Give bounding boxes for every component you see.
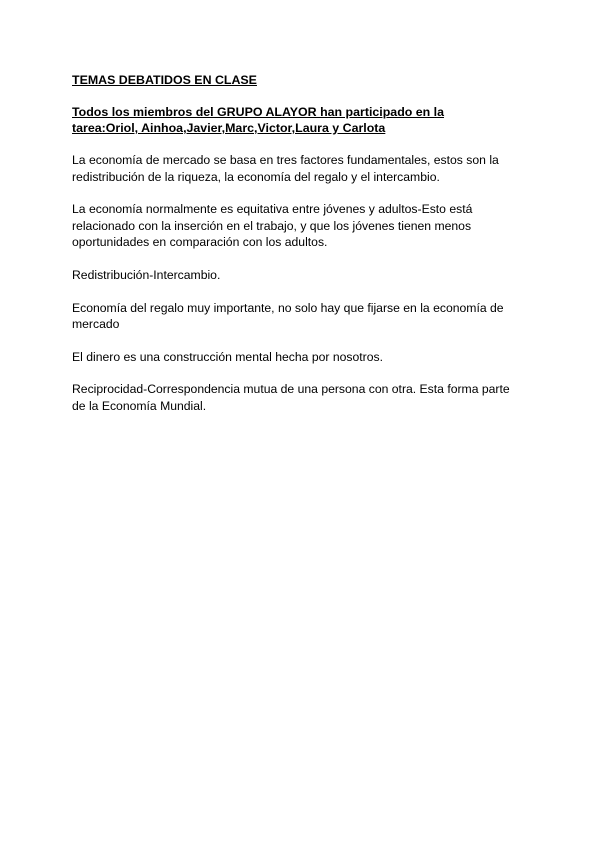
document-title: TEMAS DEBATIDOS EN CLASE [72,73,257,87]
paragraph-gift-economy: Economía del regalo muy importante, no solo hay que fijarse en la economía de mercado [72,300,504,332]
document-content [72,72,512,431]
paragraph-money: El dinero es una construcción mental hecha por nosotros. [72,349,383,364]
participants-heading: Todos los miembros del GRUPO ALAYOR han participado en la tarea:Oriol, Ainhoa,Javier,Marc,Victor,Laura y Carlota [72,105,445,135]
paragraph-equity: La economía normalmente es equitativa entre jóvenes y adultos-Esto está relacionado con la inserción en el trabajo, y que los jóvenes tienen menos oportunidades en comparación con los adultos. [72,202,473,250]
paragraph-redistribution: Redistribución-Intercambio. [72,267,221,282]
paragraph-market-economy: La economía de mercado se basa en tres factores fundamentales, estos son la redistribución de la riqueza, la economía del regalo y el intercambio. [72,153,499,184]
paragraph-reciprocity: Reciprocidad-Correspondencia mutua de una persona con otra. Esta forma parte de la Economía Mundial. [72,382,510,413]
